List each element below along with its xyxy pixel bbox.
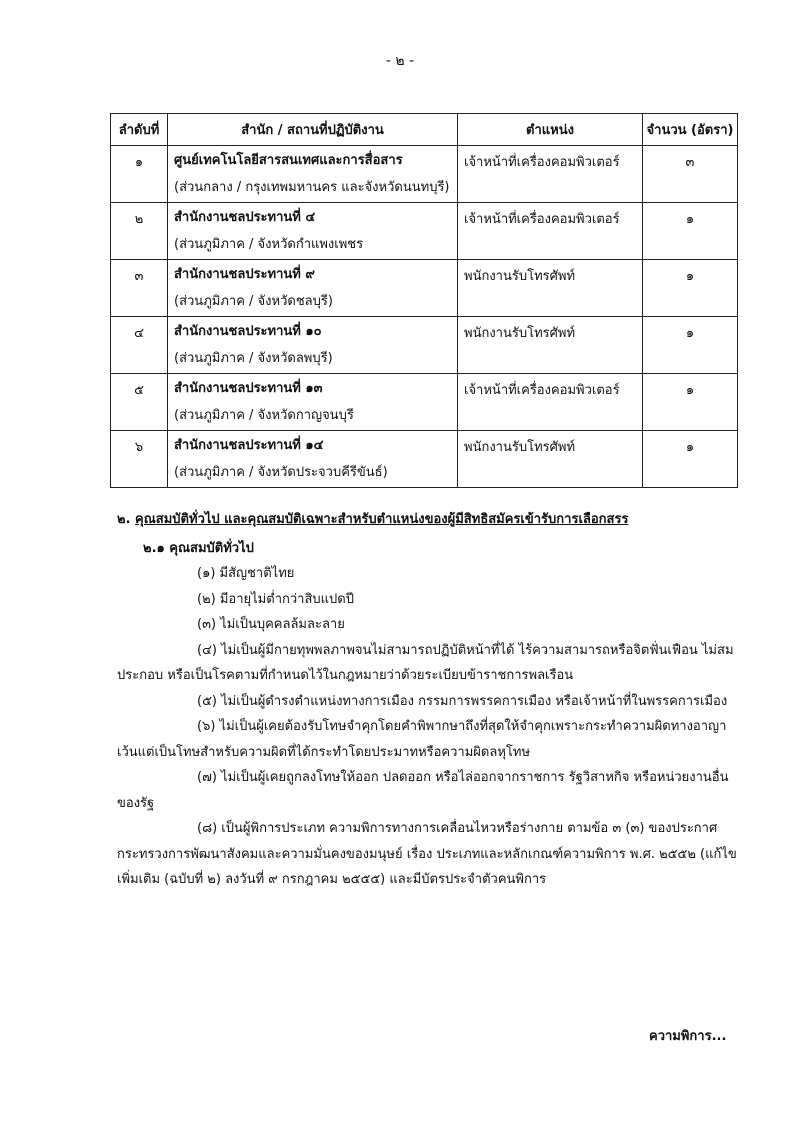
row-amount: ๑ bbox=[643, 431, 738, 488]
list-item: (๓) ไม่เป็นบุคคลล้มละลาย bbox=[197, 617, 345, 632]
row-office: สำนักงานชลประทานที่ ๔ bbox=[174, 210, 316, 225]
table-row bbox=[111, 260, 738, 317]
row-office: สำนักงานชลประทานที่ ๙ bbox=[174, 267, 315, 282]
table-row bbox=[111, 317, 738, 374]
header-amount: จำนวน (อัตรา) bbox=[643, 114, 738, 146]
row-location: (ส่วนกลาง / กรุงเทพมหานคร และจังหวัดนนทบุรี) bbox=[174, 180, 450, 195]
row-location: (ส่วนภูมิภาค / จังหวัดชลบุรี) bbox=[174, 294, 333, 309]
row-position: พนักงานรับโทรศัพท์ bbox=[458, 431, 643, 488]
table-header-row bbox=[111, 114, 738, 146]
list-item: (๑) มีสัญชาติไทย bbox=[197, 566, 295, 581]
row-office-cell bbox=[168, 203, 458, 260]
header-position: ตำแหน่ง bbox=[458, 114, 643, 146]
row-position: เจ้าหน้าที่เครื่องคอมพิวเตอร์ bbox=[458, 146, 643, 203]
row-order: ๖ bbox=[111, 431, 168, 488]
row-position: พนักงานรับโทรศัพท์ bbox=[458, 260, 643, 317]
row-position: เจ้าหน้าที่เครื่องคอมพิวเตอร์ bbox=[458, 374, 643, 431]
row-order: ๑ bbox=[111, 146, 168, 203]
row-office-cell bbox=[168, 317, 458, 374]
row-office: สำนักงานชลประทานที่ ๑๔ bbox=[174, 438, 324, 453]
row-position: พนักงานรับโทรศัพท์ bbox=[458, 317, 643, 374]
header-order: ลำดับที่ bbox=[111, 114, 168, 146]
list-item: (๕) ไม่เป็นผู้ดำรงตำแหน่งทางการเมือง กรรมการพรรคการเมือง หรือเจ้าหน้าที่ในพรรคการเมือง bbox=[197, 693, 728, 709]
list-item: (๗) ไม่เป็นผู้เคยถูกลงโทษให้ออก ปลดออก หรือไล่ออกจากราชการ รัฐวิสาหกิจ หรือหน่วยงานอื่น ของรัฐ bbox=[117, 770, 729, 811]
table-row bbox=[111, 374, 738, 431]
row-location: (ส่วนภูมิภาค / จังหวัดประจวบคีรีขันธ์) bbox=[174, 465, 388, 480]
row-amount: ๑ bbox=[643, 374, 738, 431]
row-office-cell bbox=[168, 146, 458, 203]
section-2-heading bbox=[117, 507, 747, 532]
row-location: (ส่วนภูมิภาค / จังหวัดกำแพงเพชร bbox=[174, 237, 364, 252]
table-row bbox=[111, 203, 738, 260]
row-amount: ๑ bbox=[643, 317, 738, 374]
qualification-list bbox=[117, 561, 739, 893]
section-2-number: ๒. bbox=[117, 512, 131, 527]
row-order: ๓ bbox=[111, 260, 168, 317]
section-2-title: คุณสมบัติทั่วไป และคุณสมบัติเฉพาะสำหรับตำแหน่งของผู้มีสิทธิสมัครเข้ารับการเลือกสรร bbox=[135, 512, 629, 527]
continue-marker: ความพิการ... bbox=[649, 1029, 727, 1044]
row-office: สำนักงานชลประทานที่ ๑๓ bbox=[174, 381, 323, 396]
positions-table bbox=[110, 113, 738, 488]
row-order: ๒ bbox=[111, 203, 168, 260]
list-item: (๔) ไม่เป็นผู้มีกายทุพพลภาพจนไม่สามารถปฏิบัติหน้าที่ได้ ไร้ความสามารถหรือจิตฟั่นเฟือน ไม่สมประกอบ หรือเป็นโรคตามที่กำหนดไว้ในกฎหมายว่าด้วยระเบียบข้าราชการพลเรือน bbox=[117, 642, 734, 683]
page-number: - ๒ - bbox=[385, 53, 415, 69]
row-office: ศูนย์เทคโนโลยีสารสนเทศและการสื่อสาร bbox=[174, 153, 403, 168]
row-amount: ๑ bbox=[643, 260, 738, 317]
row-office-cell bbox=[168, 260, 458, 317]
row-order: ๔ bbox=[111, 317, 168, 374]
list-item: (๖) ไม่เป็นผู้เคยต้องรับโทษจำคุกโดยคำพิพากษาถึงที่สุดให้จำคุกเพราะกระทำความผิดทางอาญา เว้นแต่เป็นโทษสำหรับความผิดที่ได้กระทำโดยประมาทหรือความผิดลหุโทษ bbox=[117, 719, 727, 760]
section-2-1-heading: ๒.๑ คุณสมบัติทั่วไป bbox=[143, 541, 254, 556]
row-amount: ๑ bbox=[643, 203, 738, 260]
list-item: (๘) เป็นผู้พิการประเภท ความพิการทางการเคลื่อนไหวหรือร่างกาย ตามข้อ ๓ (๓) ของประกาศ กระทรวงการพัฒนาสังคมและความมั่นคงของมนุษย์ เรื่อง ประเภทและหลักเกณฑ์ความพิการ พ.ศ. ๒๕๕๒ (แก้ไขเพิ่มเติม (ฉบับที่ ๒) ลงวันที่ ๙ กรกฎาคม ๒๕๕๕) และมีบัตรประจำตัวคนพิการ bbox=[117, 821, 737, 887]
table-row bbox=[111, 146, 738, 203]
row-amount: ๓ bbox=[643, 146, 738, 203]
row-order: ๕ bbox=[111, 374, 168, 431]
row-office: สำนักงานชลประทานที่ ๑๐ bbox=[174, 324, 322, 339]
row-office-cell bbox=[168, 431, 458, 488]
row-location: (ส่วนภูมิภาค / จังหวัดลพบุรี) bbox=[174, 351, 333, 366]
list-item: (๒) มีอายุไม่ต่ำกว่าสิบแปดปี bbox=[197, 591, 354, 607]
table-row bbox=[111, 431, 738, 488]
row-position: เจ้าหน้าที่เครื่องคอมพิวเตอร์ bbox=[458, 203, 643, 260]
row-location: (ส่วนภูมิภาค / จังหวัดกาญจนบุรี bbox=[174, 408, 354, 423]
header-office: สำนัก / สถานที่ปฏิบัติงาน bbox=[168, 114, 458, 146]
row-office-cell bbox=[168, 374, 458, 431]
